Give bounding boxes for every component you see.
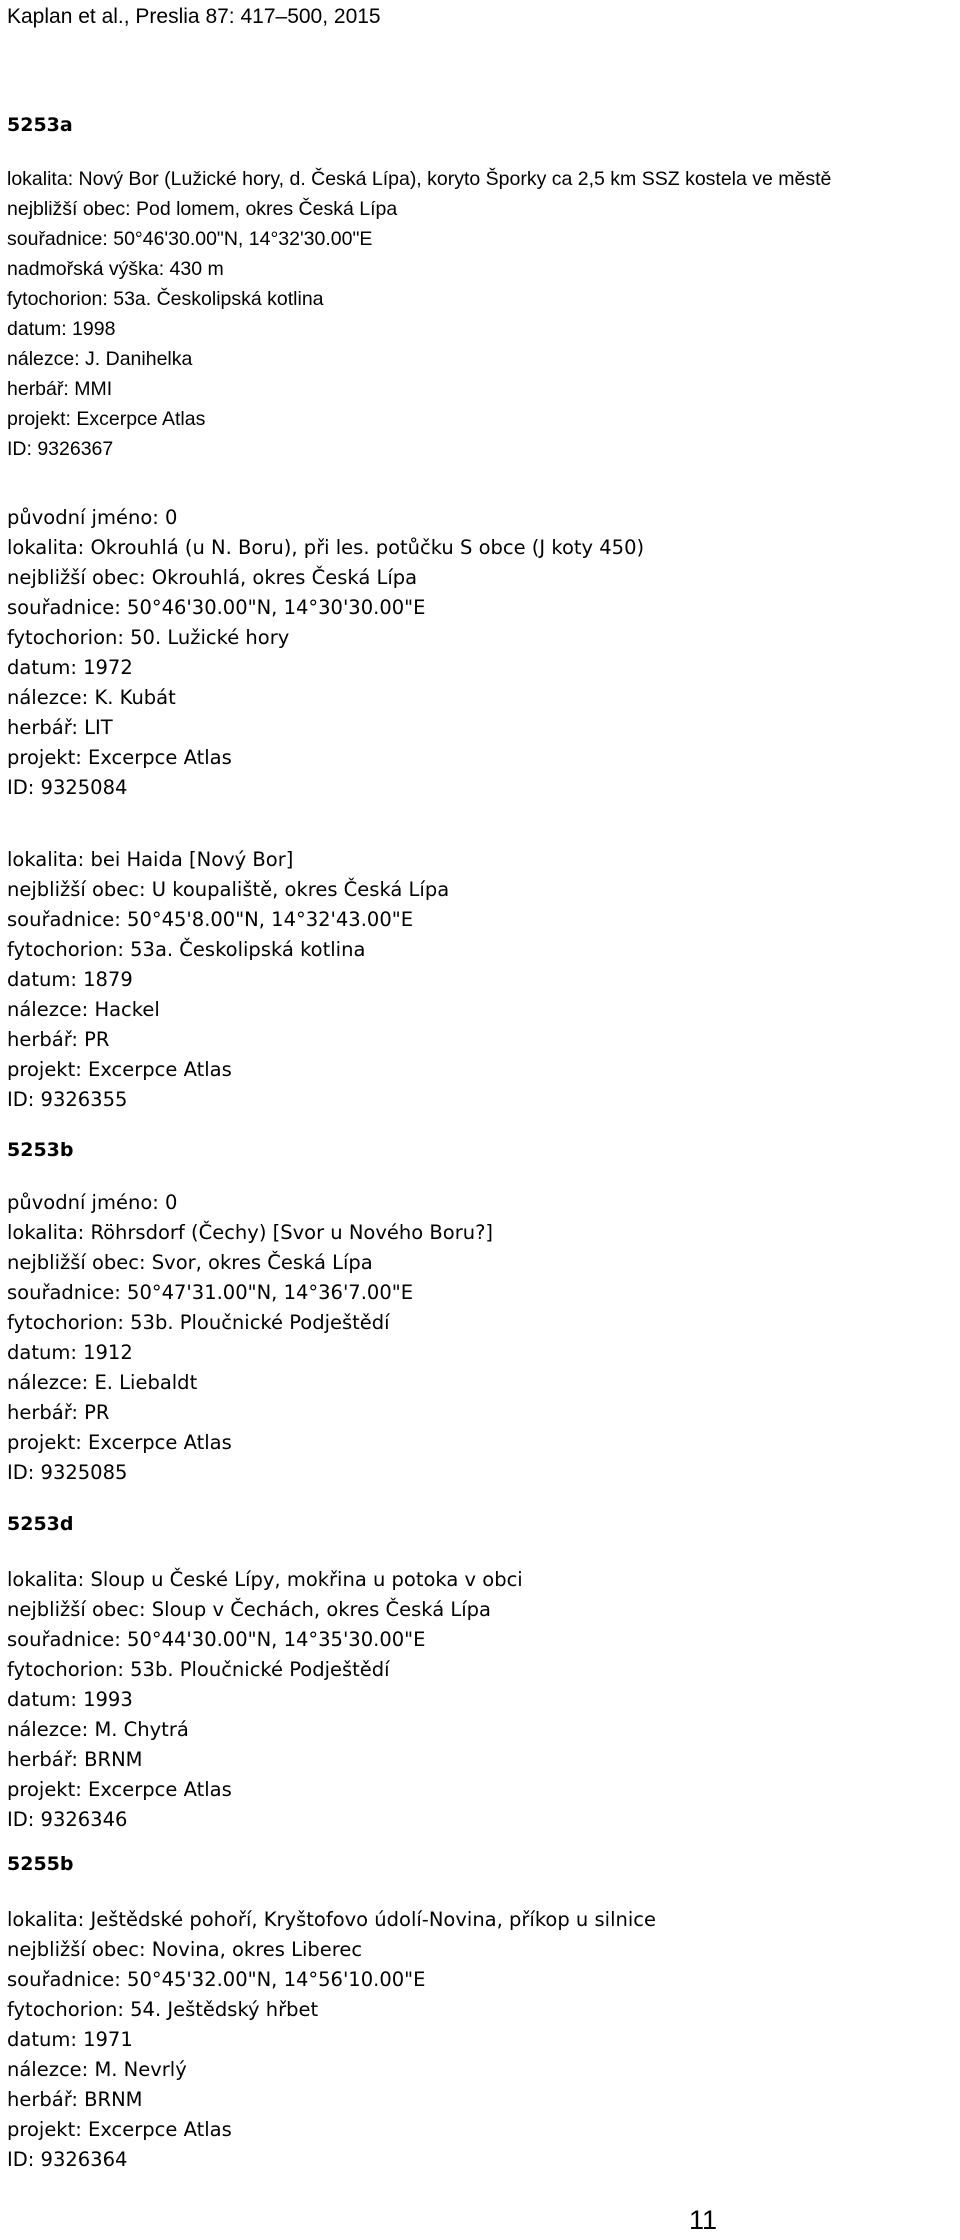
record-line: souřadnice: 50°45'32.00"N, 14°56'10.00"E: [7, 1968, 426, 1991]
record-line: ID: 9326367: [7, 438, 114, 460]
record-line: nálezce: Hackel: [7, 998, 160, 1021]
record-line: datum: 1912: [7, 1341, 133, 1364]
record-line: datum: 1972: [7, 656, 133, 679]
record: [7, 1905, 656, 2175]
record-line: herbář: PR: [7, 1028, 110, 1051]
record-line: lokalita: bei Haida [Nový Bor]: [7, 848, 294, 871]
record-line: projekt: Excerpce Atlas: [7, 2118, 232, 2141]
record-line: herbář: BRNM: [7, 2088, 143, 2111]
record-line: projekt: Excerpce Atlas: [7, 746, 232, 769]
record-line: nejbližší obec: Svor, okres Česká Lípa: [7, 1251, 373, 1274]
record-line: projekt: Excerpce Atlas: [7, 1431, 232, 1454]
record-line: souřadnice: 50°47'31.00"N, 14°36'7.00"E: [7, 1281, 414, 1304]
record: [7, 1188, 493, 1488]
record-line: souřadnice: 50°45'8.00"N, 14°32'43.00"E: [7, 908, 414, 931]
record: [7, 164, 831, 464]
record-line: původní jméno: 0: [7, 506, 178, 529]
record-line: nálezce: K. Kubát: [7, 686, 176, 709]
record-line: souřadnice: 50°46'30.00"N, 14°32'30.00"E: [7, 228, 373, 250]
record-line: fytochorion: 53a. Českolipská kotlina: [7, 288, 324, 310]
section-heading: 5255b: [7, 1853, 74, 1875]
record-line: datum: 1879: [7, 968, 133, 991]
record-line: fytochorion: 50. Lužické hory: [7, 626, 290, 649]
record-line: fytochorion: 54. Ještědský hřbet: [7, 1998, 319, 2021]
section-heading: 5253a: [7, 114, 73, 136]
record-line: fytochorion: 53b. Ploučnické Podještědí: [7, 1658, 390, 1681]
record-line: lokalita: Sloup u České Lípy, mokřina u potoka v obci: [7, 1568, 523, 1591]
record-line: ID: 9325084: [7, 776, 128, 799]
record-line: nadmořská výška: 430 m: [7, 258, 224, 280]
record-line: nálezce: J. Danihelka: [7, 348, 193, 370]
record-line: projekt: Excerpce Atlas: [7, 1058, 232, 1081]
record-line: lokalita: Nový Bor (Lužické hory, d. Česká Lípa), koryto Šporky ca 2,5 km SSZ kostela ve městě: [7, 168, 832, 190]
record-line: herbář: PR: [7, 1401, 110, 1424]
section-heading: 5253d: [7, 1513, 74, 1535]
record-line: ID: 9326364: [7, 2148, 128, 2171]
record-line: herbář: BRNM: [7, 1748, 143, 1771]
record: [7, 1565, 523, 1835]
record-line: ID: 9326355: [7, 1088, 128, 1111]
record-line: původní jméno: 0: [7, 1191, 178, 1214]
record-line: nejbližší obec: Sloup v Čechách, okres Česká Lípa: [7, 1598, 491, 1621]
record-line: nálezce: E. Liebaldt: [7, 1371, 198, 1394]
record-line: souřadnice: 50°44'30.00"N, 14°35'30.00"E: [7, 1628, 426, 1651]
record-line: datum: 1998: [7, 318, 116, 340]
record-line: fytochorion: 53a. Českolipská kotlina: [7, 938, 366, 961]
record-line: herbář: LIT: [7, 716, 113, 739]
record-line: nejbližší obec: U koupaliště, okres Česká Lípa: [7, 878, 450, 901]
record-line: projekt: Excerpce Atlas: [7, 408, 206, 430]
record-line: datum: 1971: [7, 2028, 133, 2051]
record-line: projekt: Excerpce Atlas: [7, 1778, 232, 1801]
record-line: lokalita: Röhrsdorf (Čechy) [Svor u Nového Boru?]: [7, 1221, 494, 1244]
record-line: nejbližší obec: Pod lomem, okres Česká Lípa: [7, 198, 398, 220]
record-line: datum: 1993: [7, 1688, 133, 1711]
record: [7, 845, 449, 1115]
record-line: ID: 9326346: [7, 1808, 128, 1831]
record-line: ID: 9325085: [7, 1461, 128, 1484]
record-line: fytochorion: 53b. Ploučnické Podještědí: [7, 1311, 390, 1334]
record-line: lokalita: Okrouhlá (u N. Boru), při les. potůčku S obce (J koty 450): [7, 536, 645, 559]
record-line: nejbližší obec: Novina, okres Liberec: [7, 1938, 363, 1961]
record-line: herbář: MMI: [7, 378, 113, 400]
record-line: nálezce: M. Chytrá: [7, 1718, 189, 1741]
record-line: lokalita: Ještědské pohoří, Kryštofovo údolí-Novina, příkop u silnice: [7, 1908, 656, 1931]
page-number: 11: [689, 2205, 718, 2235]
record-line: souřadnice: 50°46'30.00"N, 14°30'30.00"E: [7, 596, 426, 619]
section-heading: 5253b: [7, 1139, 74, 1161]
record: [7, 503, 644, 803]
record-line: nálezce: M. Nevrlý: [7, 2058, 187, 2081]
record-line: nejbližší obec: Okrouhlá, okres Česká Lípa: [7, 566, 418, 589]
running-header: Kaplan et al., Preslia 87: 417–500, 2015: [7, 5, 381, 28]
